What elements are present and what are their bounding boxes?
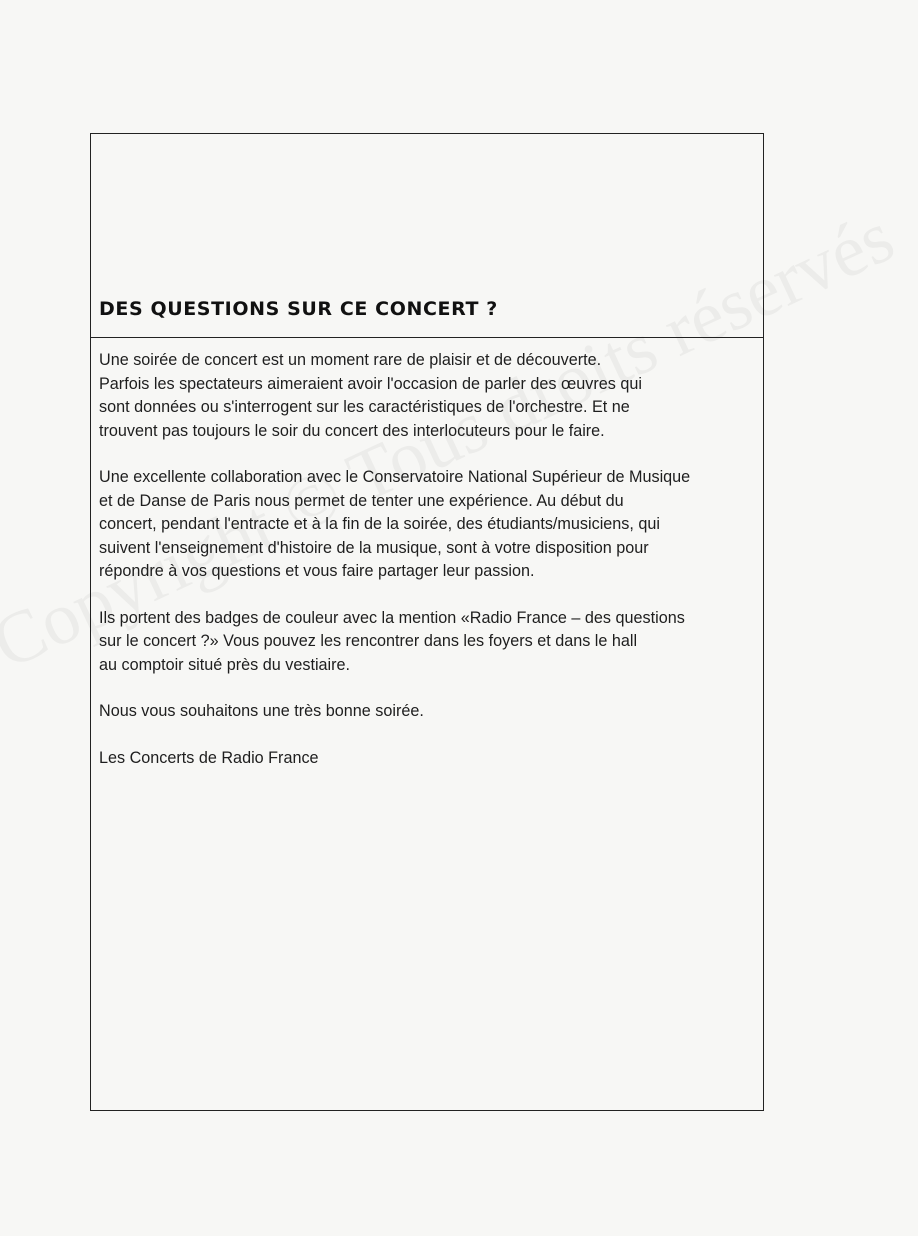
title-band <box>91 134 763 338</box>
text-line: et de Danse de Paris nous permet de tenter une expérience. Au début du <box>99 491 624 510</box>
text-line: concert, pendant l'entracte et à la fin de la soirée, des étudiants/musiciens, qui <box>99 515 660 533</box>
text-line: suivent l'enseignement d'histoire de la musique, sont à votre disposition pour <box>99 538 649 557</box>
text-line: sur le concert ?» Vous pouvez les rencontrer dans les foyers et dans le hall <box>99 632 638 650</box>
text-line: Une soirée de concert est un moment rare de plaisir et de découverte. <box>99 351 602 369</box>
info-box <box>90 133 764 1111</box>
text-line: Nous vous souhaitons une très bonne soirée. <box>99 702 424 720</box>
text-line: répondre à vos questions et vous faire partager leur passion. <box>99 562 535 580</box>
body-text <box>99 349 754 793</box>
text-line: Ils portent des badges de couleur avec la mention «Radio France – des questions <box>99 608 685 627</box>
text-line: trouvent pas toujours le soir du concert des interlocuteurs pour le faire. <box>99 421 605 440</box>
text-line: au comptoir situé près du vestiaire. <box>99 655 351 674</box>
text-line: Les Concerts de Radio France <box>99 748 319 767</box>
text-line: Une excellente collaboration avec le Conservatoire National Supérieur de Musique <box>99 468 691 486</box>
paragraph-wishes <box>99 700 754 724</box>
paragraph-badges <box>99 607 754 678</box>
text-line: sont données ou s'interrogent sur les caractéristiques de l'orchestre. Et ne <box>99 398 630 416</box>
signature <box>99 747 754 771</box>
paragraph-intro <box>99 349 754 443</box>
text-line: Parfois les spectateurs aimeraient avoir l'occasion de parler des œuvres qui <box>99 374 642 393</box>
paragraph-collaboration <box>99 466 754 584</box>
section-title: DES QUESTIONS SUR CE CONCERT ? <box>99 298 498 320</box>
